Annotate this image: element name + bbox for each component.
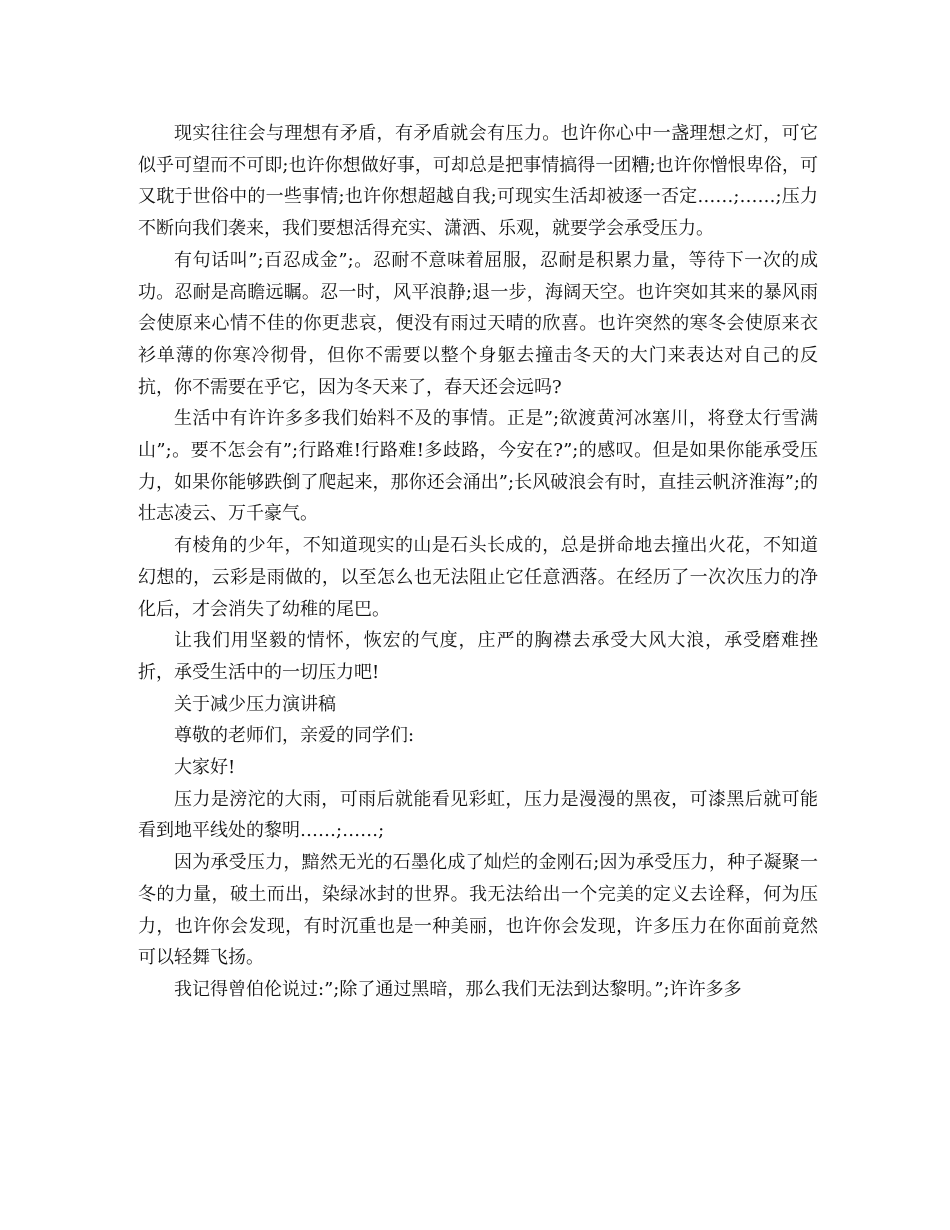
paragraph-3: 生活中有许许多多我们始料不及的事情。正是”;欲渡黄河冰塞川，将登太行雪满山”;。要不怎会有”;行路难!行路难!多歧路，今安在?”;的感叹。但是如果你能承受压力，如果你能够跌倒了爬起来，那你还会涌出”;长风破浪会有时，直挂云帆济淮海”;的壮志凌云、万千豪气。 <box>138 408 818 525</box>
section-title: 关于减少压力演讲稿 <box>174 693 336 715</box>
document-page <box>138 118 818 1006</box>
paragraph-2: 有句话叫”;百忍成金”;。忍耐不意味着屈服，忍耐是积累力量，等待下一次的成功。忍耐是高瞻远瞩。忍一时，风平浪静;退一步，海阔天空。也许突如其来的暴风雨会使原来心情不佳的你更悲哀，便没有雨过天晴的欣喜。也许突然的寒冬会使原来衣衫单薄的你寒冷彻骨，但你不需要以整个身躯去撞击冬天的大门来表达对自己的反抗，你不需要在乎它，因为冬天来了，春天还会远吗? <box>138 249 818 398</box>
salutation: 尊敬的老师们，亲爱的同学们: <box>174 725 415 747</box>
paragraph-11: 我记得曾伯伦说过:”;除了通过黑暗，那么我们无法到达黎明。”;许许多多 <box>174 978 742 1000</box>
paragraph-4: 有棱角的少年，不知道现实的山是石头长成的，总是拼命地去撞出火花，不知道幻想的，云彩是雨做的，以至怎么也无法阻止它任意洒落。在经历了一次次压力的净化后，才会消失了幼稚的尾巴。 <box>138 535 818 620</box>
greeting: 大家好! <box>174 757 236 779</box>
paragraph-10: 因为承受压力，黯然无光的石墨化成了灿烂的金刚石;因为承受压力，种子凝聚一冬的力量，破土而出，染绿冰封的世界。我无法给出一个完美的定义去诠释，何为压力，也许你会发现，有时沉重也是一种美丽，也许你会发现，许多压力在你面前竟然可以轻舞飞扬。 <box>138 852 818 969</box>
paragraph-9: 压力是滂沱的大雨，可雨后就能看见彩虹，压力是漫漫的黑夜，可漆黑后就可能看到地平线处的黎明……;……; <box>138 788 818 842</box>
paragraph-1: 现实往往会与理想有矛盾，有矛盾就会有压力。也许你心中一盏理想之灯，可它似乎可望而不可即;也许你想做好事，可却总是把事情搞得一团糟;也许你憎恨卑俗，可又耽于世俗中的一些事情;也许你想超越自我;可现实生活却被逐一否定……;……;压力不断向我们袭来，我们要想活得充实、潇洒、乐观，就要学会承受压力。 <box>138 123 818 240</box>
paragraph-5: 让我们用坚毅的情怀，恢宏的气度，庄严的胸襟去承受大风大浪，承受磨难挫折，承受生活中的一切压力吧! <box>138 630 818 683</box>
